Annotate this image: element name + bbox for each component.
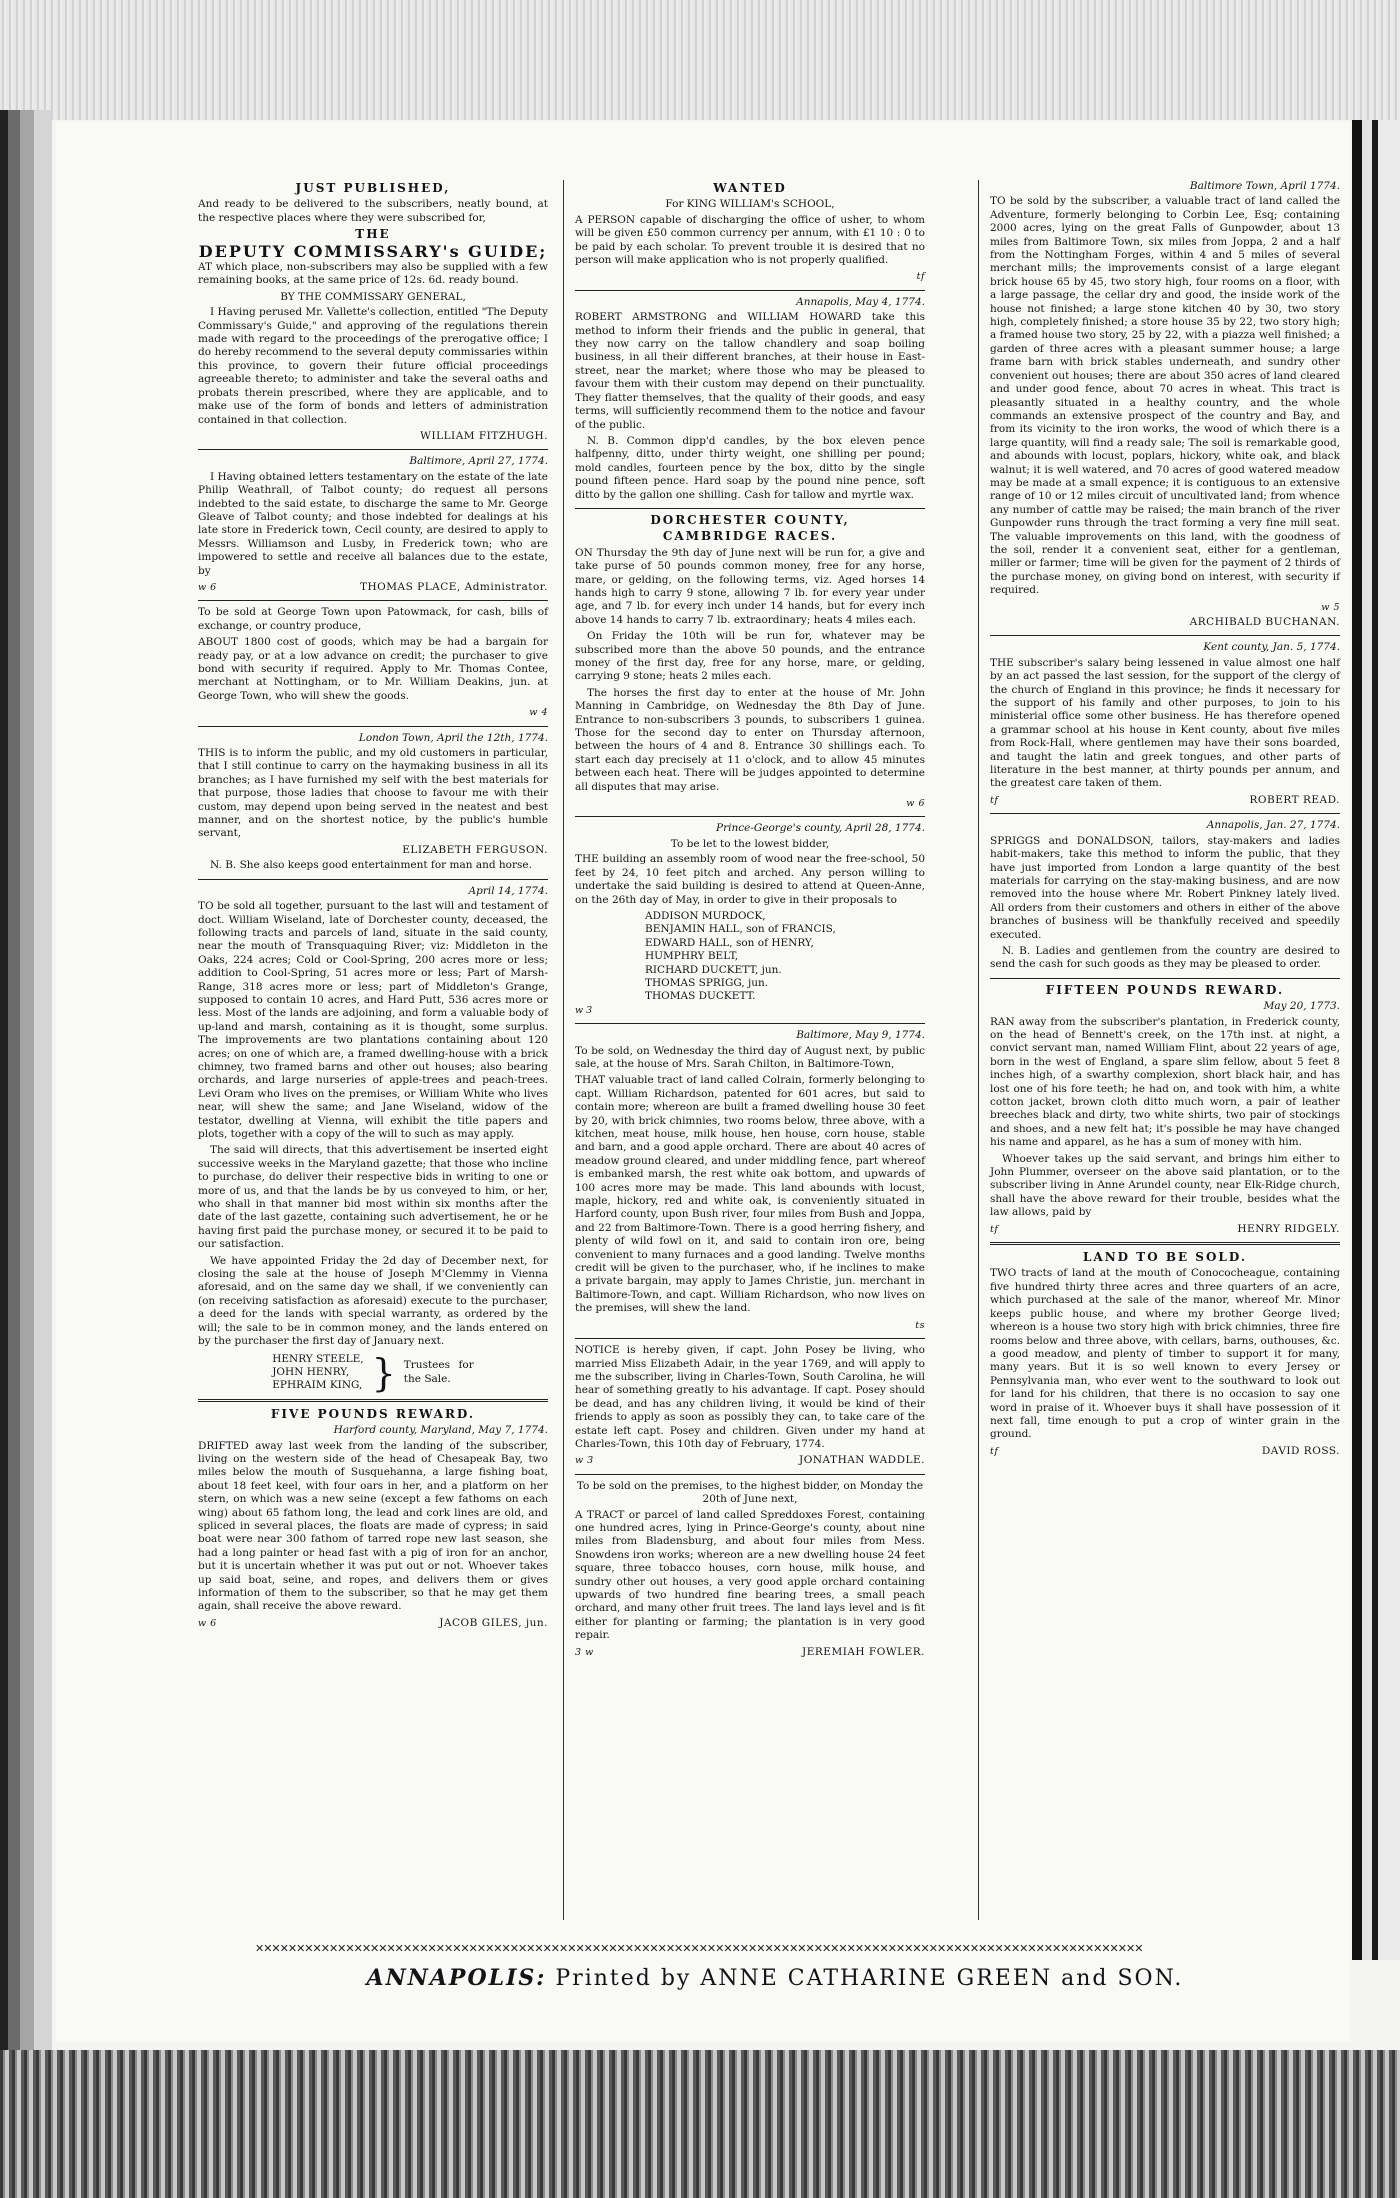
ad-buchanan-adventure bbox=[990, 180, 1340, 629]
ad-dateline: Baltimore Town, April 1774. bbox=[1189, 180, 1340, 192]
ad-assembly-room bbox=[575, 822, 925, 1017]
ad-heading: DORCHESTER COUNTY, bbox=[650, 512, 850, 527]
ad-code: ts bbox=[915, 1319, 925, 1331]
ad-code: tf bbox=[916, 271, 925, 283]
ad-dateline: April 14, 1774. bbox=[468, 884, 548, 897]
ad-heading: LAND TO BE SOLD. bbox=[1082, 1250, 1248, 1265]
list-item: RICHARD DUCKETT, jun. bbox=[645, 963, 782, 976]
ad-dateline: Baltimore, April 27, 1774. bbox=[409, 455, 548, 468]
book-title: DEPUTY COMMISSARY's GUIDE; bbox=[198, 241, 548, 261]
divider bbox=[990, 813, 1340, 814]
ad-dateline: May 20, 1773. bbox=[1263, 1000, 1340, 1013]
divider bbox=[575, 508, 925, 509]
ad-dateline: Annapolis, May 4, 1774. bbox=[796, 295, 925, 308]
ad-code: w 6 bbox=[198, 581, 217, 593]
ad-dateline: Annapolis, Jan. 27, 1774. bbox=[1206, 819, 1340, 832]
book-gutter-left bbox=[0, 110, 52, 2070]
ad-text: ON Thursday the 9th day of June next will be run for, a give and take purse of 50 pounds common money, free for any horse, mare, or gelding, on the following terms, viz. Aged horses 14 hands high to carry 9 stone, allowing 7 lb. for every year under age, and 7 lb. for every inch under 14 hands, but for every inch above 14 hands to carry 7 lb. extraordinary; heats 4 miles each. bbox=[575, 546, 925, 626]
ad-subheading: To be sold on the premises, to the highest bidder, on Monday the 20th of June next, bbox=[576, 1479, 924, 1506]
ad-heading: CAMBRIDGE RACES. bbox=[662, 529, 838, 544]
column-2 bbox=[575, 180, 925, 1665]
list-item: ADDISON MURDOCK, bbox=[645, 909, 766, 922]
brace-glyph: } bbox=[371, 1350, 396, 1395]
list-item: BENJAMIN HALL, son of FRANCIS, bbox=[645, 923, 836, 936]
ad-signature: ROBERT READ. bbox=[1249, 793, 1340, 806]
ad-signature: HENRY RIDGELY. bbox=[1237, 1222, 1340, 1235]
ad-text: Whoever takes up the said servant, and brings him either to John Plummer, overseer on the above said plantation, or to the subscriber living in Anne Arundel county, near Elk-Ridge church, shall have the above reward for their trouble, besides what the law allows, paid by bbox=[990, 1152, 1340, 1219]
ad-deputy-commissary-guide bbox=[198, 182, 548, 443]
ad-text: TO be sold by the subscriber, a valuable tract of land called the Adventure, formerly belonging to Corbin Lee, Esq; containing 2000 acres, lying on the great Falls of Gunpowder, about 13 miles from Baltimore Town, six miles from Joppa, 2 and a half from the Nottingham Forges, within 4 and 5 miles of several merchant mills; the improvements consist of a large elegant brick house 65 by 45, two story high, four rooms on a floor, with a large passage, the cellar dry and good, the inside work of the house not finished; a large stone kitchen 40 by 30, two story high, completely finished; a store house 35 by 22, two story high; a framed house two story, 25 by 22, with a piazza well finished; a garden of three acres with a pleasant summer house; a large frame barn with brick stables underneath, and sundry other convenient out houses; there are about 350 acres of land cleared and under good fence, about 70 acres in wheat. This tract is pleasantly situated in a healthy country, and the whole commands an extensive prospect of the country and Bay, and from its vicinity to the iron works, the wood of which there is a large quantity, will find a ready sale; The soil is remarkable good, and abounds with locust, poplars, hickory, white oak, and black walnut; it is well watered, and 70 acres of good watered meadow may be made at a small expence; it is contiguous to an extensive range of 10 or 12 miles circuit of uncultivated land; from whence any number of cattle may be raised; the main branch of the river Gunpowder runs through the tract forming a very fine mill seat. The valuable improvements on this land, with the goodness of the soil, render it a convenient seat, either for a gentleman, miller or farmer; time will be given for the payment of 2 thirds of the purchase money, on giving bond on interest, with security if required. bbox=[990, 195, 1340, 597]
divider bbox=[990, 1242, 1340, 1245]
ad-elizabeth-ferguson bbox=[198, 732, 548, 873]
ad-dateline: Prince-George's county, April 28, 1774. bbox=[716, 822, 925, 835]
column-1 bbox=[198, 180, 548, 1636]
list-item: THOMAS SPRIGG, jun. bbox=[645, 976, 769, 989]
ad-code: tf bbox=[990, 1445, 999, 1457]
ad-text: To be sold, on Wednesday the third day of August next, by public sale, at the house of Mrs. Sarah Chilton, in Baltimore-Town, bbox=[575, 1044, 925, 1070]
ornament-border: ✕✕✕✕✕✕✕✕✕✕✕✕✕✕✕✕✕✕✕✕✕✕✕✕✕✕✕✕✕✕✕✕✕✕✕✕✕✕✕✕✕✕✕✕✕✕✕✕✕✕✕✕✕✕✕✕✕✕✕✕✕✕✕✕✕✕✕✕✕✕✕✕✕✕✕✕✕✕✕✕✕✕✕✕✕✕✕✕✕✕✕✕✕✕✕✕✕✕✕✕✕✕✕✕✕✕✕✕ bbox=[255, 1942, 1143, 1954]
ad-subheading: BY THE COMMISSARY GENERAL, bbox=[280, 290, 466, 303]
ad-fifteen-pounds-reward bbox=[990, 984, 1340, 1236]
ad-text: On Friday the 10th will be run for, whatever may be subscribed more than the above 50 pounds, and the entrance money of the first day, free for any horse, mare, or gelding, carrying 9 stone; heats 2 miles each. bbox=[575, 630, 925, 683]
ad-signature: JACOB GILES, jun. bbox=[439, 1616, 548, 1629]
ad-colrain-land bbox=[575, 1029, 925, 1332]
ad-subheading: To be let to the lowest bidder, bbox=[670, 837, 830, 850]
ad-text: We have appointed Friday the 2d day of December next, for closing the sale at the house of Joseph M'Clemmy in Vienna aforesaid, and on the same day we shall, if we conveniently can (on receiving satisfaction as aforesaid) execute to the purchaser, a deed for the lands with special warranty, as ordered by the will; the sale to be in common money, and the lands entered on by the purchaser the first day of January next. bbox=[198, 1254, 548, 1348]
scan-margin-bottom bbox=[0, 2050, 1400, 2198]
divider bbox=[198, 726, 548, 727]
ad-text: ROBERT ARMSTRONG and WILLIAM HOWARD take this method to inform their friends and the public in general, that they now carry on the tallow chandlery and soap boiling business, in all their different branches, at their house in East-street, near the market; where those who may be pleased to favour them with their custom may depend on their punctuality. They flatter themselves, that the quality of their goods, and easy terms, will sufficiently recommend them to the notice and favour of the public. bbox=[575, 311, 925, 431]
ad-code: 3 w bbox=[575, 1646, 594, 1658]
ad-dateline: Baltimore, May 9, 1774. bbox=[796, 1029, 925, 1042]
scan-margin-top bbox=[0, 0, 1400, 120]
trustee-name: JOHN HENRY, bbox=[272, 1365, 350, 1378]
trustee-name: EPHRAIM KING, bbox=[272, 1379, 363, 1392]
ad-text: The said will directs, that this advertisement be inserted eight successive weeks in the Maryland gazette; that those who incline to purchase, do deliver their respective bids in writing to one or more of us, and that the lands be by us conveyed to him, or her, who shall in that manner bid most within six months after the date of the last gazette, containing such advertisement, he or he having first paid the purchase money, or secured it to be paid to our satisfaction. bbox=[198, 1144, 548, 1251]
ad-code: tf bbox=[990, 1223, 999, 1235]
ad-signature: ELIZABETH FERGUSON. bbox=[402, 843, 548, 856]
ad-text: ABOUT 1800 cost of goods, which may be had a bargain for ready pay, or at a low advance on credit; the purchaser to give bond with security if required. Apply to Mr. Thomas Contee, merchant at Nottingham, or to Mr. William Deakins, jun. at George Town, who will shew the goods. bbox=[198, 636, 548, 702]
list-item: EDWARD HALL, son of HENRY, bbox=[645, 936, 814, 949]
ad-text: I Having perused Mr. Vallette's collection, entitled "The Deputy Commissary's Guide," and approving of the regulations therein made with regard to the proceedings of the prerogative office; I do hereby recommend to the several deputy commissaries within this province, to govern their future official proceedings agreeable thereto; to administer and take the several oaths and probats therein prescribed, where they are applicable, and to make use of the form of bonds and letters of administration contained in that collection. bbox=[198, 306, 548, 426]
ad-note: N. B. Common dipp'd candles, by the box eleven pence halfpenny, ditto, under thirty weight, one shilling per pound; mold candles, fourteen pence by the box, ditto by the single pound fifteen pence. Hard soap by the pound nine pence, soft ditto by the gallon one shilling. Cash for tallow and myrtle wax. bbox=[575, 434, 925, 501]
ad-heading: THE bbox=[355, 227, 391, 242]
imprint-printer: Printed by ANNE CATHARINE GREEN and SON. bbox=[555, 1966, 1184, 1991]
imprint-place: ANNAPOLIS: bbox=[366, 1965, 547, 1991]
ad-posey-notice bbox=[575, 1344, 925, 1468]
ad-text: DRIFTED away last week from the landing of the subscriber, living on the western side of the head of Chesapeak Bay, two miles below the mouth of Susquehanna, a large fishing boat, about 18 feet keel, with four oars in her, and a platform on her stern, on which was a new seine (except a few fathoms on each wing) about 65 fathom long, the lead and cork lines are old, and spliced in several places, the floats are made of cypress; in said boat were near 300 fathom of tarred rope new last season, she had a long painter or head fast with a pig of iron for an anchor, but it is uncertain whether it was put out or not. Whoever takes up said boat, seine, and ropes, and delivers them or gives information of them to the subscriber, so that he may get them again, shall receive the above reward. bbox=[198, 1439, 548, 1613]
divider bbox=[198, 449, 548, 450]
printer-imprint bbox=[250, 1965, 1300, 1991]
ad-text: SPRIGGS and DONALDSON, tailors, stay-makers and ladies habit-makers, take this method to inform the public, that they have just imported from London a large quantity of the best materials for carrying on the stay-making business, and are now removed into the house where Mr. Robert Pinkney lately lived. All orders from their customers and others in either of the above branches of business will be thankfully received and speedily executed. bbox=[990, 834, 1340, 941]
divider bbox=[198, 1399, 548, 1402]
ad-code: w 4 bbox=[529, 707, 548, 719]
ad-spriggs-donaldson bbox=[990, 819, 1340, 971]
ad-dateline: Harford county, Maryland, May 7, 1774. bbox=[333, 1424, 548, 1437]
list-item: THOMAS DUCKETT. bbox=[645, 990, 756, 1003]
ad-heading: WANTED bbox=[713, 181, 787, 195]
list-item: HUMPHRY BELT, bbox=[645, 950, 739, 963]
ad-signature: JONATHAN WADDLE. bbox=[799, 1454, 925, 1467]
ad-note: N. B. She also keeps good entertainment for man and horse. bbox=[210, 859, 532, 872]
book-gutter-right bbox=[1352, 120, 1400, 1960]
ad-five-pounds-reward bbox=[198, 1408, 548, 1631]
divider bbox=[575, 1023, 925, 1024]
ad-george-town-goods bbox=[198, 606, 548, 719]
ad-text: THE building an assembly room of wood near the free-school, 50 feet by 24, 10 feet pitch and arched. Any person willing to undertake the said building is desired to attend at Queen-Anne, on the 26th day of May, in order to give in their proposals to bbox=[575, 853, 925, 906]
ad-text: And ready to be delivered to the subscribers, neatly bound, at the respective places where they were subscribed for, bbox=[198, 198, 548, 224]
ad-signature: WILLIAM FITZHUGH. bbox=[420, 429, 548, 442]
trustees-label: Trustees for the Sale. bbox=[403, 1359, 474, 1385]
ad-wanted-usher bbox=[575, 182, 925, 284]
column-3 bbox=[990, 180, 1340, 1464]
ad-text: THIS is to inform the public, and my old customers in particular, that I still continue to carry on the haymaking business in all its branches; as I have furnished my self with the best materials for that purpose, those ladies that choose to favour me with their custom, may depend upon being served in the neatest and best manner, and on the shortest notice, by the public's humble servant, bbox=[198, 747, 548, 840]
ad-signature: JEREMIAH FOWLER. bbox=[802, 1645, 925, 1658]
names-list bbox=[575, 910, 925, 1004]
ad-dateline: Kent county, Jan. 5, 1774. bbox=[1203, 641, 1340, 654]
ad-text: TWO tracts of land at the mouth of Conococheague, containing five hundred thirty three acres and three quarters of an acre, which purchased at the sale of the manor, whereof Mr. Minor keeps public house, and where my brother George lived; whereon is a house two story high with brick chimnies, three fire rooms below and three above, with cellars, barns, outhouses, &c. a good meadow, and plenty of timber to support it for many, many years. But it is so well known to every Jersey or Pennsylvania man, who ever went to the southward to look out for land for his children, that there is no occasion to say one word in praise of it. Whoever buys it shall have possession of it next fall, time enough to put a crop of winter grain in the ground. bbox=[990, 1267, 1340, 1441]
ad-robert-read bbox=[990, 641, 1340, 807]
ad-code: w 3 bbox=[575, 1455, 594, 1467]
divider bbox=[990, 978, 1340, 979]
ad-land-to-be-sold bbox=[990, 1251, 1340, 1458]
column-rule bbox=[978, 180, 979, 1920]
column-rule bbox=[563, 180, 564, 1920]
ad-heading: FIFTEEN POUNDS REWARD. bbox=[1045, 982, 1285, 997]
divider bbox=[575, 290, 925, 291]
ad-signature: THOMAS PLACE, Administrator. bbox=[360, 580, 548, 593]
ad-text: To be sold at George Town upon Patowmack, for cash, bills of exchange, or country produce, bbox=[198, 606, 548, 632]
ad-code: tf bbox=[990, 794, 999, 806]
ad-subheading: For KING WILLIAM's SCHOOL, bbox=[665, 198, 835, 211]
ad-heading: FIVE POUNDS REWARD. bbox=[270, 1406, 476, 1421]
ad-text: RAN away from the subscriber's plantation, in Frederick county, on the head of Bennett's creek, on the 17th inst. at night, a convict servant man, named William Flint, about 22 years of age, born in the west of England, a spare slim fellow, about 5 feet 8 inches high, of a swarthy complexion, short black hair, and has lost one of his fore teeth; he had on, and took with him, a white cotton jacket, brown cloth ditto much worn, a pair of leather breeches black and dirty, two white shirts, two pair of stockings and shoes, and a new felt hat; it's possible he may have changed his name and apparel, as he has a sum of money with him. bbox=[990, 1015, 1340, 1149]
ad-signature: ARCHIBALD BUCHANAN. bbox=[1189, 616, 1340, 628]
ad-text: THE subscriber's salary being lessened in value almost one half by an act passed the last session, for the support of the clergy of the church of England in this province; he finds it necessary for the support of his family and other purposes, to join to his ministerial office some other business. He has therefore opened a grammar school at his house in Kent county, about five miles from Rock-Hall, where gentlemen may have their sons boarded, and taught the latin and greek tongues, and other parts of literature in the best manner, at thirty pounds per annum, and the greatest care taken of them. bbox=[990, 656, 1340, 790]
divider bbox=[198, 879, 548, 880]
ad-text: THAT valuable tract of land called Colrain, formerly belonging to capt. William Richardson, patented for 601 acres, but said to contain more; whereon are built a framed dwelling house 30 feet by 20, with brick chimnies, two rooms below, three above, with a kitchen, meat house, milk house, hen house, corn house, stable and barn, and a good apple orchard. There are about 40 acres of meadow ground cleared, and under middling fence, part whereof is embanked marsh, the rest white oak bottom, and upwards of 100 acres more may be made. This land abounds with locust, maple, hickory, red and white oak, is conveniently situated in Harford county, upon Bush river, four miles from Bush and Joppa, and 22 from Baltimore-Town. There is a good herring fishery, and plenty of wild fowl on it, and said to contain iron ore, being convenient to many furnaces and a good landing. Twelve months credit will be given to the purchaser, who, if he inclines to make a private bargain, may apply to James Christie, jun. merchant in Baltimore-Town, and capt. William Richardson, who now lives on the premises, will shew the land. bbox=[575, 1074, 925, 1315]
ad-dateline: London Town, April the 12th, 1774. bbox=[358, 731, 548, 744]
ad-spreddoxes-forest bbox=[575, 1480, 925, 1659]
ad-heading: JUST PUBLISHED, bbox=[295, 181, 451, 195]
ad-text: AT which place, non-subscribers may also be supplied with a few remaining books, at the same price of 12s. 6d. ready bound. bbox=[198, 261, 548, 287]
trustees-block bbox=[198, 1350, 548, 1395]
ad-armstrong-howard bbox=[575, 296, 925, 502]
ad-text: I Having obtained letters testamentary on the estate of the late Philip Weathrall, of Talbot county; do request all persons indebted to the said estate, to discharge the same to Mr. George Gleave of Talbot county; and those indebted for dealings at his late store in Frederick town, Cecil county, are desired to apply to Messrs. Williamson and Lusby, in Frederick town; who are impowered to settle and receive all balances due to the estate, by bbox=[198, 470, 548, 577]
ad-text: A PERSON capable of discharging the office of usher, to whom will be given £50 common currency per annum, with £1 10 : 0 to be paid by each scholar. To prevent trouble it is desired that no person will make application who is not properly qualified. bbox=[575, 213, 925, 267]
divider bbox=[575, 1338, 925, 1339]
divider bbox=[575, 1474, 925, 1475]
trustee-name: HENRY STEELE, bbox=[272, 1352, 364, 1365]
ad-cambridge-races bbox=[575, 514, 925, 811]
ad-text: NOTICE is hereby given, if capt. John Posey be living, who married Miss Elizabeth Adair, in the year 1769, and will apply to me the subscriber, living in Charles-Town, South Carolina, he will hear of something greatly to his advantage. If capt. Posey should be dead, and has any children living, it would be kind of their friends to apply as soon as possibly they can, to take care of the estate left capt. Posey and children. Given under my hand at Charles-Town, this 10th day of February, 1774. bbox=[575, 1344, 925, 1450]
ad-text: The horses the first day to enter at the house of Mr. John Manning in Cambridge, on Wednesday the 8th Day of June. Entrance to non-subscribers 3 pounds, to subscribers 1 guinea. Those for the second day to enter on Thursday afternoon, between the hours of 4 and 8. Entrance 30 shillings each. To start each day precisely at 11 o'clock, and to allow 45 minutes between each heat. There will be judges appointed to determine all disputes that may arise. bbox=[575, 686, 925, 793]
ad-thomas-place bbox=[198, 455, 548, 594]
ad-wiseland-lands bbox=[198, 885, 548, 1393]
ad-text: A TRACT or parcel of land called Spreddoxes Forest, containing one hundred acres, lying in Prince-George's county, about nine miles from Bladensburg, and about four miles from Mess. Snowdens iron works; whereon are a new dwelling house 24 feet square, three tobacco houses, corn house, milk house, and sundry other out houses, a very good apple orchard containing upwards of two hundred fine bearing trees, a small peach orchard, and many other fruit trees. The land lays level and is fit either for planting or farming; the plantation is in very good repair. bbox=[575, 1508, 925, 1642]
ad-text: TO be sold all together, pursuant to the last will and testament of doct. William Wiseland, late of Dorchester county, deceased, the following tracts and parcels of land, situate in the said county, near the mouth of Transquaquing River; viz: Middleton in the Oaks, 224 acres; Cold or Cool-Spring, 200 acres more or less; addition to Cool-Spring, 51 acres more or less; Part of Marsh-Range, 318 acres more or less; part of Middleton's Grange, supposed to contain 10 acres, and Hard Putt, 536 acres more or less. Most of the lands are adjoining, and form a valuable body of up-land and marsh, containing as it is thought, some surplus. The improvements are two plantations containing about 120 acres; on one of which are, a framed dwelling-house with a brick chimney, two framed barns and other out houses; also bearing orchards, and large nurseries of apple-trees and peach-trees. Levi Oram who lives on the premises, or William White who lives near, will shew the same; and Jane Wiseland, widow of the testator, dwelling at Vienna, will exhibit the title papers and plots, together with a copy of the will to such as may apply. bbox=[198, 900, 548, 1140]
ad-note: N. B. Ladies and gentlemen from the country are desired to send the cash for such goods as they may be pleased to order. bbox=[990, 944, 1340, 971]
ad-code: w 6 bbox=[906, 798, 925, 810]
ad-signature: DAVID ROSS. bbox=[1261, 1444, 1340, 1457]
divider bbox=[198, 600, 548, 601]
divider bbox=[990, 635, 1340, 636]
ad-code: w 6 bbox=[198, 1617, 217, 1629]
ad-code: w 5 bbox=[1321, 601, 1340, 613]
ad-code: w 3 bbox=[575, 1004, 593, 1016]
divider bbox=[575, 816, 925, 817]
